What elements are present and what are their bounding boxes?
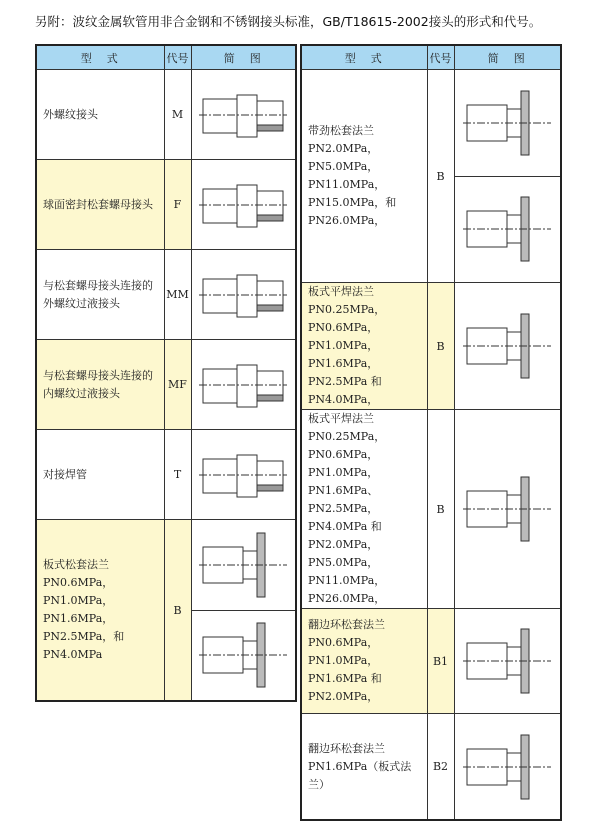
- fitting-diagram-icon: [459, 189, 555, 269]
- code: B: [427, 410, 454, 609]
- header-type: 型 式: [36, 45, 164, 70]
- code: B: [427, 283, 454, 410]
- type-label: 翻边环松套法兰: [308, 618, 385, 631]
- type-label: 板式平焊法兰: [308, 412, 374, 425]
- diagram-cell: [454, 609, 561, 714]
- code: F: [164, 160, 191, 250]
- table-row: [36, 520, 296, 702]
- fitting-diagram-icon: [459, 621, 555, 701]
- table-row: [36, 160, 296, 250]
- fitting-diagram-icon: [459, 306, 555, 386]
- diagram-cell: [191, 250, 296, 340]
- code: MF: [164, 340, 191, 430]
- table-row: [301, 410, 561, 609]
- code: MM: [164, 250, 191, 340]
- diagram-cell: [191, 520, 296, 702]
- diagram-cell: [454, 283, 561, 410]
- fitting-diagram-icon: [459, 727, 555, 807]
- table-row: [301, 283, 561, 410]
- code: T: [164, 430, 191, 520]
- fitting-diagram-icon: [195, 255, 291, 335]
- fitting-diagram-icon: [195, 75, 291, 155]
- pressure-spec: PN0.6MPa，PN1.0MPa，PN1.6MPa 和 PN2.0MPa，: [308, 636, 382, 703]
- header-type: 型 式: [301, 45, 427, 70]
- code: B1: [427, 609, 454, 714]
- table-row: [36, 340, 296, 430]
- type-label: 板式平焊法兰: [308, 285, 374, 298]
- diagram-cell: [191, 430, 296, 520]
- table-row: [301, 609, 561, 714]
- fitting-diagram-icon: [195, 615, 291, 695]
- fitting-diagram-icon: [459, 83, 555, 163]
- type-label: 带劲松套法兰: [308, 124, 374, 137]
- pressure-spec: PN0.6MPa，PN1.0MPa，PN1.6MPa，PN2.5MPa，和 PN4.0MPa: [43, 576, 125, 661]
- pressure-spec: PN1.6MPa（板式法兰）: [308, 759, 412, 791]
- type-label: 与松套螺母接头连接的内螺纹过液接头: [43, 368, 153, 400]
- header-code: 代号: [427, 45, 454, 70]
- code: B2: [427, 714, 454, 821]
- type-label: 外螺纹接头: [43, 107, 98, 121]
- code: B: [164, 520, 191, 702]
- table-row: [36, 70, 296, 160]
- table-row: [301, 70, 561, 283]
- diagram-cell: [191, 70, 296, 160]
- type-label: 板式松套法兰: [43, 558, 109, 571]
- pressure-spec: PN2.0MPa，PN5.0MPa，PN11.0MPa，PN15.0MPa，和 PN26.0MPa，: [308, 142, 397, 227]
- header-diagram: 简 图: [454, 45, 561, 70]
- fitting-diagram-icon: [459, 469, 555, 549]
- pressure-spec: PN0.25MPa，PN0.6MPa，PN1.0MPa，PN1.6MPa，PN2.5MPa 和 PN4.0MPa，: [308, 303, 386, 406]
- diagram-cell: [454, 70, 561, 283]
- fitting-diagram-icon: [195, 435, 291, 515]
- code: M: [164, 70, 191, 160]
- header-code: 代号: [164, 45, 191, 70]
- type-label: 与松套螺母接头连接的外螺纹过液接头: [43, 278, 153, 310]
- diagram-cell: [191, 340, 296, 430]
- diagram-cell: [191, 160, 296, 250]
- type-label: 翻边环松套法兰: [308, 741, 385, 755]
- fitting-diagram-icon: [195, 345, 291, 425]
- table-row: [36, 430, 296, 520]
- left-table: [35, 44, 297, 702]
- type-label: 球面密封松套螺母接头: [43, 197, 153, 211]
- table-row: [301, 714, 561, 821]
- fitting-diagram-icon: [195, 165, 291, 245]
- diagram-cell: [454, 410, 561, 609]
- code: B: [427, 70, 454, 283]
- caption: 另附：波纹金属软管用非合金钢和不锈钢接头标准，GB/T18615-2002接头的形式和代号。: [35, 14, 542, 29]
- diagram-cell: [454, 714, 561, 821]
- pressure-spec: PN0.25MPa，PN0.6MPa，PN1.0MPa，PN1.6MPa、PN2.5MPa，PN4.0MPa 和 PN2.0MPa，PN5.0MPa，PN11.0MPa，PN26.0MPa，: [308, 430, 386, 605]
- header-diagram: 简 图: [191, 45, 296, 70]
- right-table: [300, 44, 562, 821]
- fitting-diagram-icon: [195, 525, 291, 605]
- table-row: [36, 250, 296, 340]
- type-label: 对接焊管: [43, 467, 87, 481]
